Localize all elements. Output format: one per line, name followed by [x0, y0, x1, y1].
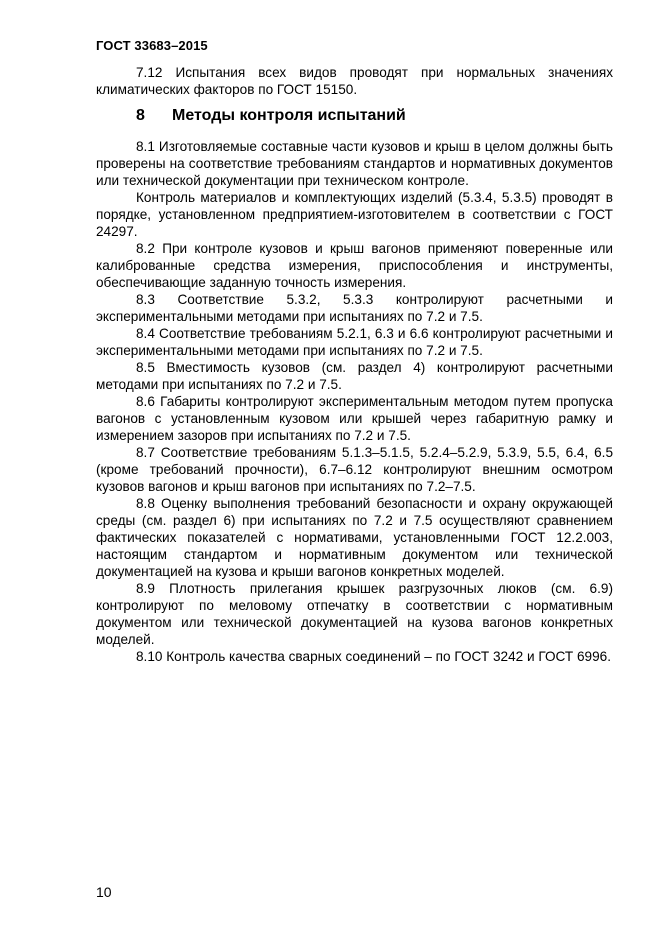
page-number: 10	[96, 884, 112, 900]
paragraph-materials-control: Контроль материалов и комплектующих изделий (5.3.4, 5.3.5) проводят в порядке, установленном предприятием-изготовителем в соответствии с ГОСТ 24297.	[96, 190, 613, 239]
section-number: 8	[136, 107, 145, 124]
paragraph-8-10: 8.10 Контроль качества сварных соединений – по ГОСТ 3242 и ГОСТ 6996.	[136, 649, 611, 664]
paragraph-8-7: 8.7 Соответствие требованиям 5.1.3–5.1.5, 5.2.4–5.2.9, 5.3.9, 5.5, 6.4, 6.5 (кроме требований прочности), 6.7–6.12 контролируют внешним осмотром кузовов вагонов и крыш вагонов при испытаниях по 7.2–7.5.	[96, 445, 613, 494]
paragraph-8-8: 8.8 Оценку выполнения требований безопасности и охрану окружающей среды (см. раздел 6) при испытаниях по 7.2 и 7.5 осуществляют сравнением фактических показателей с нормативами, установленными ГОСТ 12.2.003, настоящим стандартом и нормативным документом или технической документацией на кузова и крыши вагонов конкретных моделей.	[96, 496, 613, 579]
standard-code-header: ГОСТ 33683–2015	[96, 38, 208, 53]
paragraph-8-6: 8.6 Габариты контролируют экспериментальным методом путем пропуска вагонов с установленным кузовом или крышей через габаритную рамку и измерением зазоров при испытаниях по 7.2 и 7.5.	[96, 394, 613, 443]
paragraph-8-2: 8.2 При контроле кузовов и крыш вагонов применяют поверенные или калиброванные средства измерения, приспособления и инструменты, обеспечивающие заданную точность измерения.	[96, 241, 613, 290]
section-title-text: Методы контроля испытаний	[172, 107, 406, 124]
paragraph-8-1: 8.1 Изготовляемые составные части кузовов и крыш в целом должны быть проверены на соответствие требованиям стандартов и нормативных документов или технической документации при техническом контроле.	[96, 139, 613, 188]
paragraph-8-9: 8.9 Плотность прилегания крышек разгрузочных люков (см. 6.9) контролируют по меловому отпечатку в соответствии с нормативным документом или технической документацией на кузова вагонов конкретных моделей.	[96, 581, 613, 647]
section-heading	[96, 106, 613, 126]
paragraph-8-3: 8.3 Соответствие 5.3.2, 5.3.3 контролируют расчетными и экспериментальными методами при испытаниях по 7.2 и 7.5.	[96, 292, 613, 324]
paragraph-8-5: 8.5 Вместимость кузовов (см. раздел 4) контролируют расчетными методами при испытаниях по 7.2 и 7.5.	[96, 360, 613, 392]
paragraph-8-4: 8.4 Соответствие требованиям 5.2.1, 6.3 и 6.6 контролируют расчетными и экспериментальными методами при испытаниях по 7.2 и 7.5.	[96, 326, 613, 358]
paragraph-7-12: 7.12 Испытания всех видов проводят при нормальных значениях климатических факторов по ГОСТ 15150.	[96, 65, 613, 97]
page-content	[96, 64, 613, 665]
